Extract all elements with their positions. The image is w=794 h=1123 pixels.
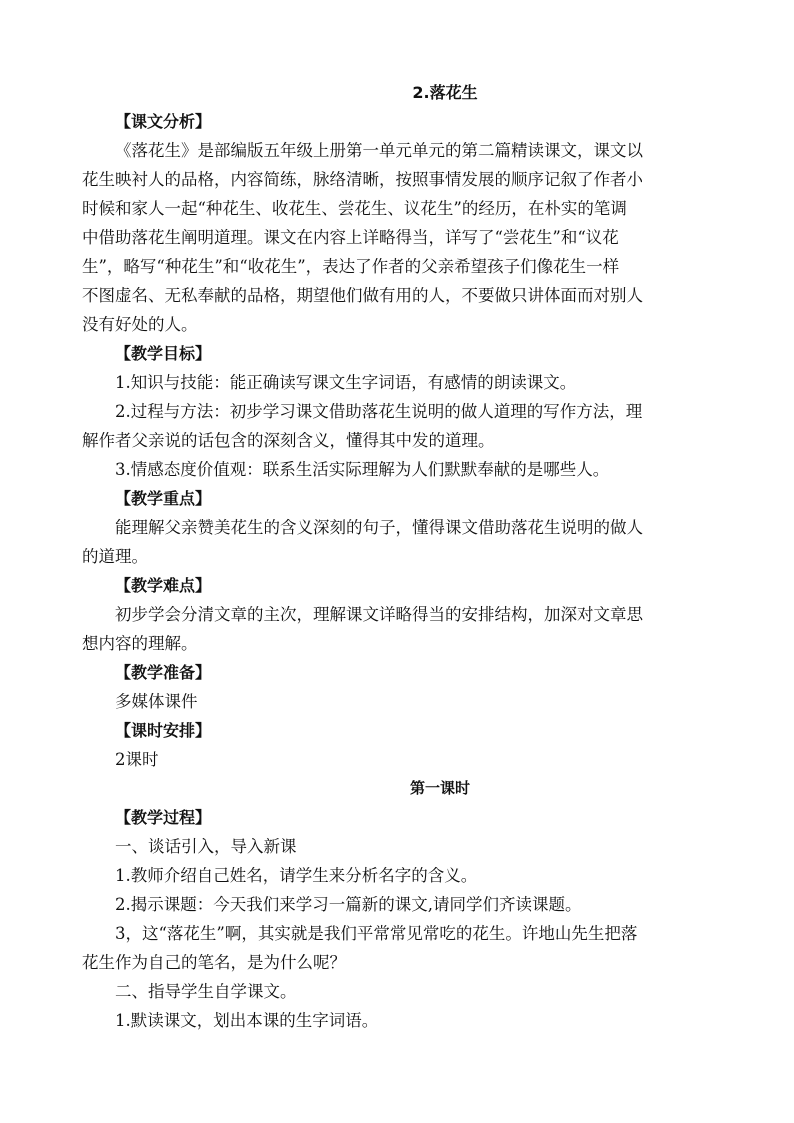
goal-item: 2.过程与方法：初步学习课文借助落花生说明的做人道理的写作方法，理 [115, 402, 643, 421]
analysis-paragraph-line: 不图虚名、无私奉献的品格，期望他们做有用的人，不要做只讲体面而对别人 [82, 286, 643, 305]
analysis-paragraph-line: 花生映衬人的品格，内容简练，脉络清晰，按照事情发展的顺序记叙了作者小 [82, 170, 643, 189]
process-line: 1.默读课文，划出本课的生字词语。 [115, 1011, 379, 1030]
analysis-paragraph-line: 《落花生》是部编版五年级上册第一单元单元的第二篇精读课文，课文以 [115, 141, 643, 160]
process-heading: 【教学过程】 [115, 808, 212, 827]
difficulty-heading: 【教学难点】 [115, 576, 212, 595]
analysis-heading: 【课文分析】 [115, 112, 212, 131]
goal-item-continued: 解作者父亲说的话包含的深刻含义，懂得其中发的道理。 [82, 431, 495, 450]
schedule-line: 2课时 [115, 750, 159, 769]
process-line: 3，这“落花生”啊，其实就是我们平常常见常吃的花生。许地山先生把落 [115, 924, 638, 943]
process-line: 二、指导学生自学课文。 [115, 982, 297, 1001]
preparation-line: 多媒体课件 [115, 692, 198, 711]
lesson-title: 2.落花生 [412, 83, 478, 102]
process-line: 一、谈话引入，导入新课 [115, 837, 297, 856]
analysis-paragraph-line: 生”，略写“种花生”和“收花生”，表达了作者的父亲希望孩子们像花生一样 [82, 257, 620, 276]
key-points-line: 能理解父亲赞美花生的含义深刻的句子，懂得课文借助落花生说明的做人 [115, 518, 643, 537]
analysis-paragraph-line: 没有好处的人。 [82, 315, 198, 334]
document-body [82, 78, 725, 1035]
goal-item: 3.情感态度价值观：联系生活实际理解为人们默默奉献的是哪些人。 [115, 460, 610, 479]
key-points-line: 的道理。 [82, 547, 148, 566]
process-line-continued: 花生作为自己的笔名，是为什么呢？ [82, 953, 346, 972]
goal-item: 1.知识与技能：能正确读写课文生字词语，有感情的朗读课文。 [115, 373, 577, 392]
analysis-paragraph-line: 时候和家人一起“种花生、收花生、尝花生、议花生”的经历，在朴实的笔调 [82, 199, 627, 218]
key-points-heading: 【教学重点】 [115, 489, 212, 508]
difficulty-line: 想内容的理解。 [82, 634, 198, 653]
first-lesson-title: 第一课时 [409, 779, 470, 797]
difficulty-line: 初步学会分清文章的主次，理解课文详略得当的安排结构，加深对文章思 [115, 605, 643, 624]
process-line: 2.揭示课题：今天我们来学习一篇新的课文,请同学们齐读课题。 [115, 895, 582, 914]
process-line: 1.教师介绍自己姓名，请学生来分析名字的含义。 [115, 866, 478, 885]
schedule-heading: 【课时安排】 [115, 721, 212, 740]
analysis-paragraph-line: 中借助落花生阐明道理。课文在内容上详略得当，详写了“尝花生”和“议花 [82, 228, 619, 247]
preparation-heading: 【教学准备】 [115, 663, 212, 682]
goals-heading: 【教学目标】 [115, 344, 212, 363]
